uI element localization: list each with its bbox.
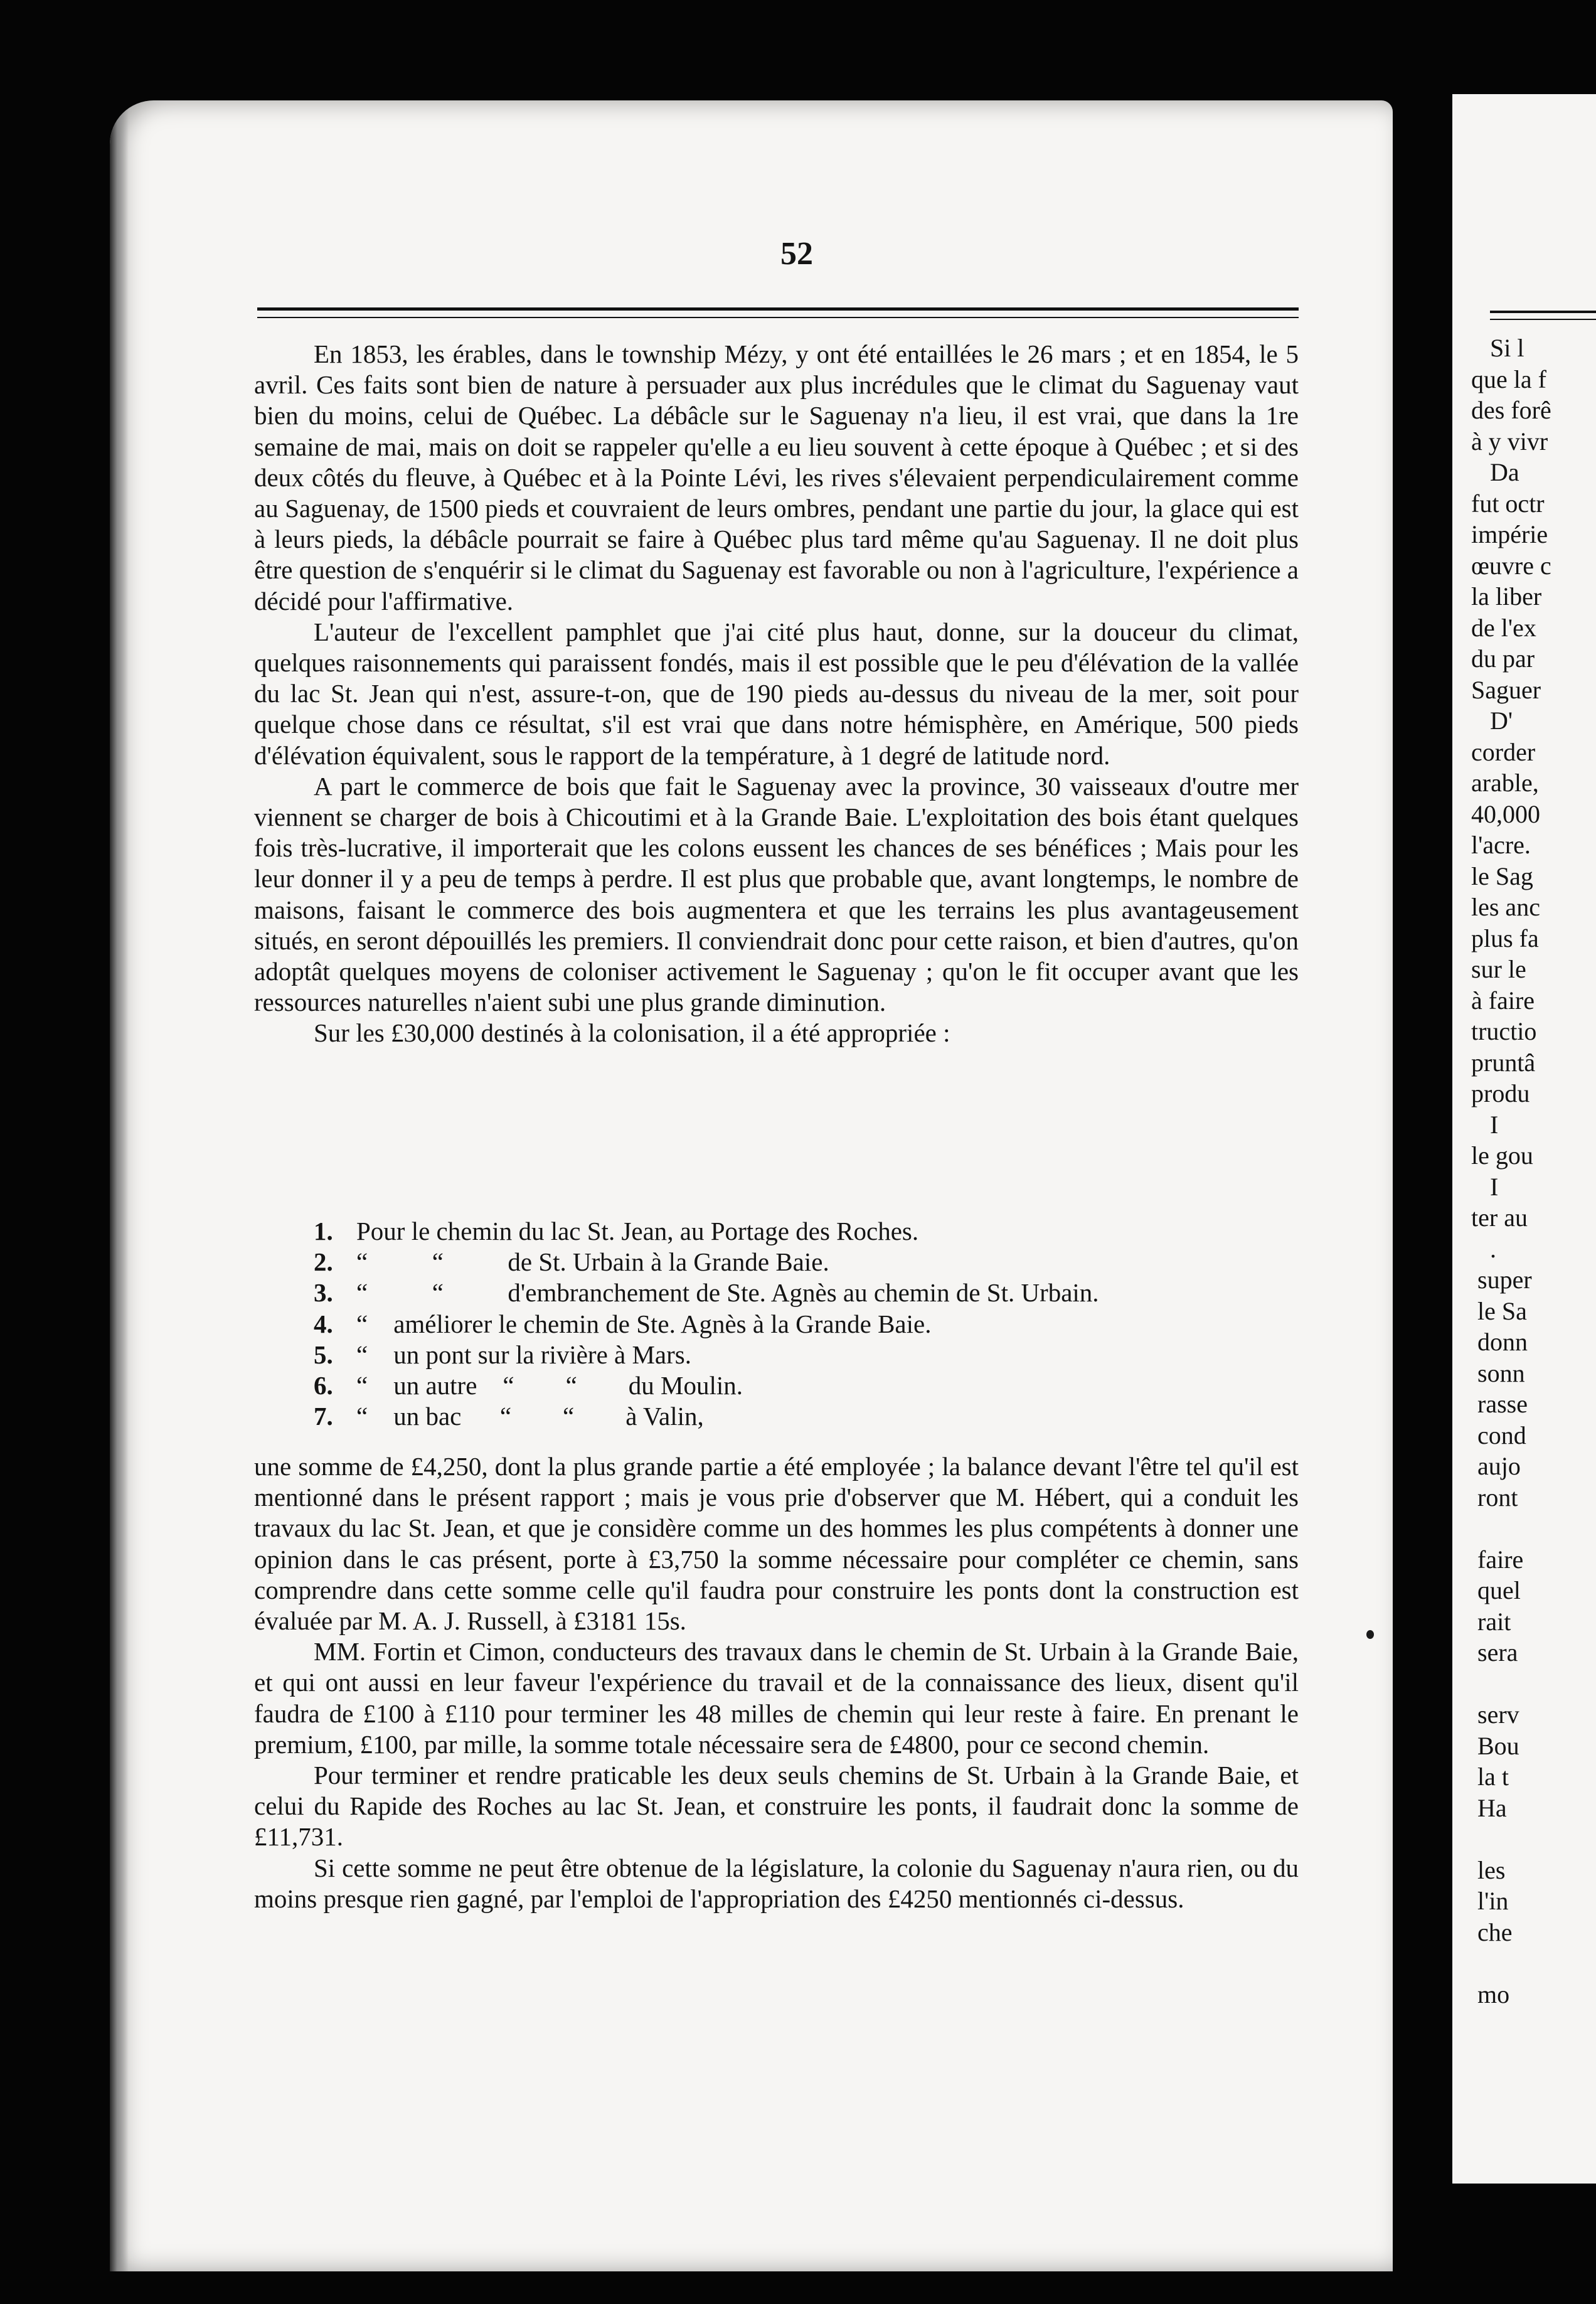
list-text: Pour le chemin du lac St. Jean, au Portage des Roches. (356, 1217, 919, 1245)
text-fragment: . (1471, 1234, 1496, 1263)
list-number: 6. (314, 1370, 333, 1400)
text-block-bottom (254, 1451, 1299, 1914)
text-fragment (1471, 1823, 1596, 1855)
text-fragment (1471, 1513, 1596, 1544)
text-fragment: le gou (1471, 1141, 1533, 1170)
text-fragment: mo (1471, 1980, 1510, 2008)
text-fragment: che (1471, 1917, 1513, 1946)
text-fragment: serv (1471, 1700, 1519, 1729)
text-fragment: le Sa (1471, 1296, 1527, 1325)
paragraph: A part le commerce de bois que fait le Saguenay avec la province, 30 vaisseaux d'outre mer viennent se charger de bois à Chicoutimi et à la Grande Baie. L'exploitation des bois étant quelques fois très-lucrative, il importerait que les colons eussent les chances de ses bénéfices ; Mais pour les leur donner il y a peu de temps à perdre. Il est plus que probable que, avant longtemps, le nombre de maisons, faisant le commerce des bois augmentera et que les terrains les plus avantageusement situés, en seront dépouillés les premiers. Il conviendrait donc pour cette raison, et bien d'autres, qu'on adoptât quelques moyens de coloniser activement le Saguenay ; qu'on le fit occuper avant que les ressources naturelles n'aient subi une plus grande diminution. (254, 771, 1299, 1017)
text-fragment: 40,000 (1471, 799, 1540, 828)
text-fragment: Bou (1471, 1731, 1519, 1760)
list-text: “ un bac “ “ à Valin, (356, 1402, 704, 1431)
text-fragment: pruntâ (1471, 1048, 1536, 1077)
text-block-top (254, 339, 1299, 1049)
paragraph: L'auteur de l'excellent pamphlet que j'ai cité plus haut, donne, sur la douceur du climat, quelques raisonnements qui paraissent fondés, mais il est possible que le peu d'élévation de la vallée du lac St. Jean qui n'est, assure-t-on, que de 190 pieds au-dessus du niveau de la mer, soit pour quelque chose dans ce résultat, s'il est vrai que dans notre hémisphère, en Amérique, 500 pieds d'élévation équivalent, sous le rapport de la température, à 1 degré de latitude nord. (254, 617, 1299, 770)
text-fragment: D' (1471, 707, 1513, 735)
paragraph: MM. Fortin et Cimon, conducteurs des travaux dans le chemin de St. Urbain à la Grande Baie, et qui ont aussi en leur faveur l'expérience du travail et de la connaissance des lieux, disent qu'il faudra de £100 à £110 pour terminer les 48 milles de chemin qui leur reste à faire. En prenant le premium, £100, par mille, la somme totale nécessaire sera de £4800, pour ce second chemin. (254, 1637, 1299, 1759)
list-item (314, 1277, 1317, 1308)
text-fragment: Da (1471, 458, 1519, 486)
text-fragment: produ (1471, 1079, 1530, 1107)
paragraph: En 1853, les érables, dans le township Mézy, y ont été entaillées le 26 mars ; et en 1854, le 5 avril. Ces faits sont bien de nature à persuader aux plus incrédules que le climat du Saguenay vaut bien du moins, celui de Québec. La débâcle sur le Saguenay n'a lieu, il est vrai, que dans la 1re semaine de mai, mais on doit se rappeler qu'elle a eu lieu souvent à cette époque à Québec ; et si des deux côtés du fleuve, à Québec et à la Pointe Lévi, les rives s'élevaient perpendiculairement comme au Saguenay, de 1500 pieds et couvraient de leurs ombres, pendant une partie du jour, la glace qui est à leurs pieds, la débâcle pourrait se faire à Québec plus tard même qu'au Saguenay. Il ne doit plus être question de s'enquérir si le climat du Saguenay est favorable ou non à l'agriculture, l'expérience a décidé pour l'affirmative. (254, 339, 1299, 616)
right-page-edge (1452, 94, 1596, 2184)
text-fragment: à faire (1471, 986, 1535, 1015)
text-fragment: de l'ex (1471, 613, 1536, 642)
text-fragment: l'in (1471, 1887, 1509, 1915)
list-text: “ un pont sur la rivière à Mars. (356, 1340, 691, 1369)
text-fragment: Si l (1471, 334, 1524, 362)
paragraph: une somme de £4,250, dont la plus grande partie a été employée ; la balance devant l'être tel qu'il est mentionné dans le présent rapport ; mais je vous prie d'observer que M. Hébert, qui a conduit les travaux du lac St. Jean, et que je considère comme un des hommes les plus compétents à donner une opinion dans le cas présent, porte à £3,750 la somme nécessaire pour compléter ce chemin, sans comprendre dans cette somme celle qu'il faudra pour construire les ponts dont la construction est évaluée par M. A. J. Russell, à £3181 15s. (254, 1452, 1299, 1636)
text-fragment: aujo (1471, 1452, 1521, 1480)
text-fragment: les (1471, 1855, 1506, 1884)
text-fragment: arable, (1471, 769, 1539, 797)
text-fragment: du par (1471, 644, 1535, 673)
text-fragment: donn (1471, 1328, 1528, 1356)
text-fragment: cond (1471, 1421, 1526, 1449)
text-fragment: ter au (1471, 1203, 1528, 1232)
text-fragment: I (1471, 1110, 1499, 1139)
text-fragment: les anc (1471, 893, 1540, 921)
list-item (314, 1216, 1317, 1247)
appropriation-list (314, 1216, 1317, 1432)
list-text: “ améliorer le chemin de Ste. Agnès à la Grande Baie. (356, 1309, 932, 1338)
text-fragment: rait (1471, 1607, 1511, 1636)
right-page-text-fragments (1471, 333, 1596, 2010)
text-fragment: I (1471, 1172, 1499, 1201)
list-number: 3. (314, 1278, 333, 1308)
text-fragment: sur le (1471, 955, 1526, 983)
list-number: 4. (314, 1309, 333, 1338)
list-item (314, 1401, 1317, 1432)
text-fragment: plus fa (1471, 924, 1539, 952)
text-fragment: œuvre c (1471, 551, 1551, 580)
text-fragment: impérie (1471, 520, 1548, 548)
list-text: “ un autre “ “ du Moulin. (356, 1370, 743, 1400)
text-fragment: des forê (1471, 396, 1551, 424)
text-fragment: la liber (1471, 582, 1542, 611)
text-fragment (1471, 1668, 1596, 1700)
paragraph: Sur les £30,000 destinés à la colonisation, il a été appropriée : (314, 1018, 950, 1048)
text-fragment (1471, 1948, 1596, 1979)
text-fragment: Ha (1471, 1793, 1507, 1822)
page-number: 52 (780, 236, 813, 272)
text-fragment: ront (1471, 1483, 1518, 1512)
list-item (314, 1340, 1317, 1370)
text-fragment: sera (1471, 1638, 1518, 1667)
ink-speck (1366, 1630, 1374, 1639)
list-number: 2. (314, 1247, 333, 1277)
text-fragment: sonn (1471, 1358, 1525, 1387)
text-fragment: corder (1471, 737, 1536, 766)
paragraph: Si cette somme ne peut être obtenue de la législature, la colonie du Saguenay n'aura rien, ou du moins presque rien gagné, par l'emploi de l'appropriation des £4250 mentionnés ci-dessus. (254, 1853, 1299, 1913)
text-fragment: tructio (1471, 1017, 1537, 1045)
header-double-rule (257, 307, 1299, 318)
text-fragment: quel (1471, 1576, 1521, 1604)
text-fragment: l'acre. (1471, 831, 1531, 859)
list-number: 1. (314, 1217, 333, 1245)
text-fragment: super (1471, 1266, 1532, 1294)
text-fragment: Saguer (1471, 675, 1541, 704)
list-text: “ “ d'embranchement de Ste. Agnès au chemin de St. Urbain. (356, 1278, 1099, 1308)
list-item (314, 1370, 1317, 1401)
paragraph: Pour terminer et rendre praticable les deux seuls chemins de St. Urbain à la Grande Baie, et celui du Rapide des Roches au lac St. Jean, et construire les ponts, il faudrait donc la somme de £11,731. (254, 1761, 1299, 1852)
list-text: “ “ de St. Urbain à la Grande Baie. (356, 1247, 829, 1277)
text-fragment: à y vivr (1471, 427, 1548, 456)
text-fragment: le Sag (1471, 861, 1533, 890)
list-item (314, 1247, 1317, 1277)
text-fragment: faire (1471, 1545, 1524, 1574)
text-fragment: rasse (1471, 1390, 1528, 1418)
text-fragment: fut octr (1471, 489, 1545, 518)
list-number: 7. (314, 1402, 333, 1431)
text-fragment: que la f (1471, 365, 1546, 393)
text-fragment: la t (1471, 1763, 1509, 1791)
right-page-rule (1490, 311, 1596, 320)
list-number: 5. (314, 1340, 333, 1369)
list-item (314, 1309, 1317, 1340)
